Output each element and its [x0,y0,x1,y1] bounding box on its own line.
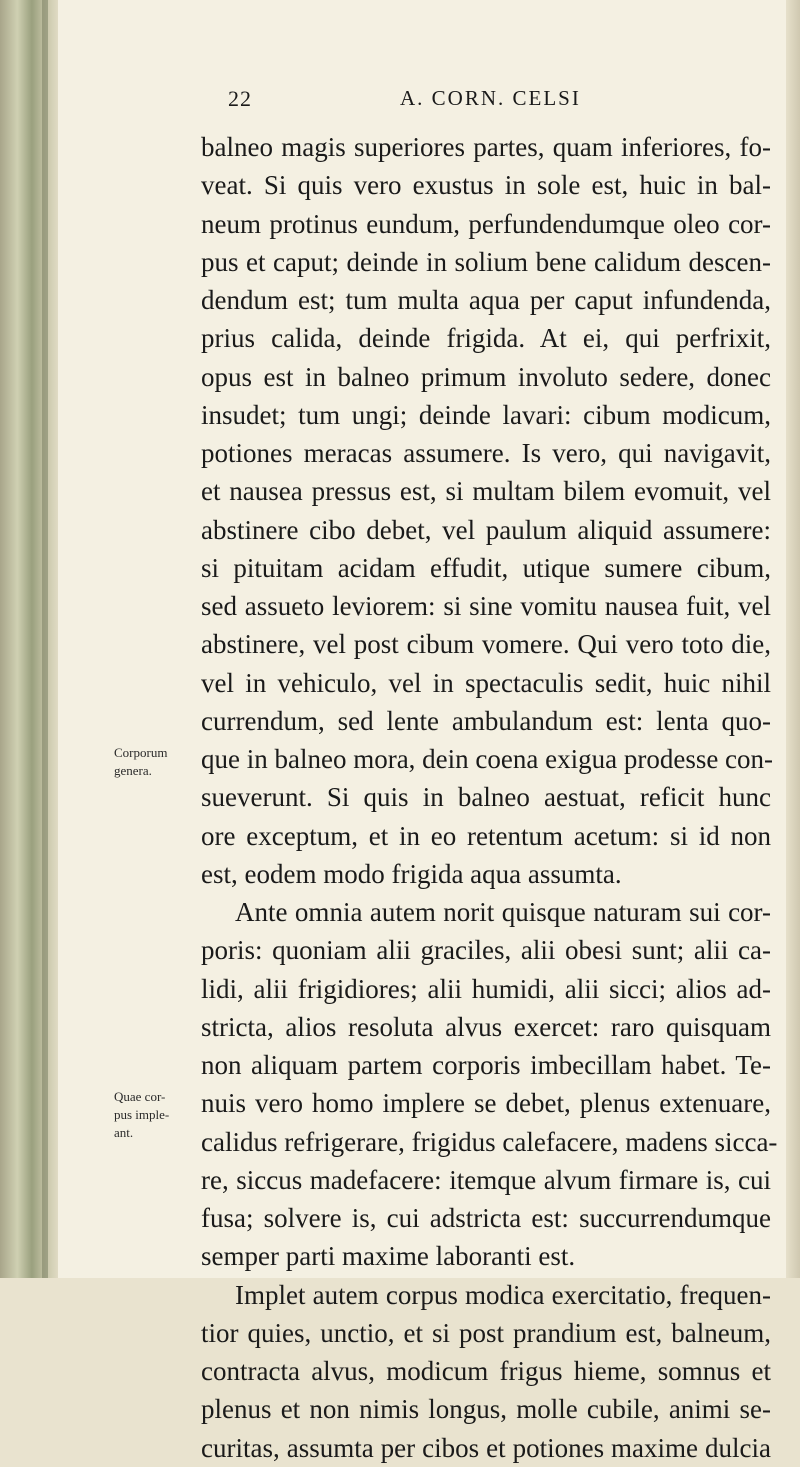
text-line: sed assueto leviorem: si sine vomitu nausea fuit, vel [201,591,771,621]
binding-shadow [42,0,48,1278]
paragraph-3 [201,1276,771,1467]
text-line: si pituitam acidam effudit, utique sumere cibum, [201,552,771,583]
text-line: sueverunt. Si quis in balneo aestuat, reficit hunc [201,782,771,813]
text-line: que in balneo mora, dein coena exigua prodesse con- [201,744,774,774]
text-line: fusa; solvere is, cui adstricta est: succurrendumque [201,1203,771,1233]
text-line: pus et caput; deinde in solium bene calidum descen- [201,246,771,277]
book-binding [0,0,58,1278]
page-number: 22 [228,86,252,111]
running-head [0,86,800,116]
text-line: non aliquam partem corporis imbecillam habet. Te- [201,1050,771,1080]
text-line: contracta alvus, modicum frigus hieme, somnus et [201,1356,771,1386]
text-line: nuis vero homo implere se debet, plenus extenuare, [201,1088,771,1119]
text-line: dendum est; tum multa aqua per caput infundenda, [201,285,771,315]
text-line: vel in vehiculo, vel in spectaculis sedit, huic nihil [201,667,771,698]
text-line: potiones meracas assumere. Is vero, qui navigavit, [201,438,771,468]
text-line: curitas, assumta per cibos et potiones maxime dulcia [201,1432,771,1463]
text-line: veat. Si quis vero exustus in sole est, huic in bal- [201,170,771,201]
text-line: neum protinus eundum, perfundendumque oleo cor- [201,208,771,239]
text-line: calidus refrigerare, frigidus calefacere, madens sicca- [201,1126,778,1157]
sidenote-line: Corporum [114,745,168,760]
text-line: currendum, sed lente ambulandum est: lenta quo- [201,705,771,736]
sidenote-quae-corpus-impleant [114,1088,204,1142]
paragraph-2 [201,893,778,1276]
sidenote-line: ant. [114,1125,134,1140]
page-edge [786,0,800,1278]
text-line: plenus et non nimis longus, molle cubile, animi se- [201,1394,771,1425]
sidenote-line: genera. [114,763,152,778]
text-line: et nausea pressus est, si multam bilem evomuit, vel [201,476,771,507]
text-line: opus est in balneo primum involuto sedere, donec [201,361,771,392]
text-line: lidi, alii frigidiores; alii humidi, alii sicci; alios ad- [201,973,771,1004]
sidenote-line: pus imple- [114,1107,170,1122]
paragraph-1 [201,128,774,893]
text-line: re, siccus madefacere: itemque alvum firmare is, cui [201,1164,771,1195]
text-line: abstinere, vel post cibum vomere. Qui vero toto die, [201,629,771,660]
text-line: prius calida, deinde frigida. At ei, qui perfrixit, [201,323,771,354]
text-line: semper parti maxime laboranti est. [201,1241,576,1272]
body-text [201,128,778,1467]
running-title: A. CORN. CELSI [400,86,581,110]
text-line: stricta, alios resoluta alvus exercet: raro quisquam [201,1011,771,1042]
text-line: poris: quoniam alii graciles, alii obesi sunt; alii ca- [201,935,771,966]
text-line: abstinere cibo debet, vel paulum aliquid assumere: [201,514,771,545]
text-line: ore exceptum, et in eo retentum acetum: si id non [201,820,771,851]
text-line: est, eodem modo frigida aqua assumta. [201,858,622,889]
text-line: tior quies, unctio, et si post prandium est, balneum, [201,1317,771,1348]
text-line: balneo magis superiores partes, quam inferiores, fo- [201,132,771,162]
sidenote-line: Quae cor- [114,1089,166,1104]
text-line: insudet; tum ungi; deinde lavari: cibum modicum, [201,399,771,430]
sidenote-corporum-genera [114,744,204,780]
text-line: Implet autem corpus modica exercitatio, frequen- [235,1279,771,1310]
text-line: Ante omnia autem norit quisque naturam sui cor- [235,897,771,927]
